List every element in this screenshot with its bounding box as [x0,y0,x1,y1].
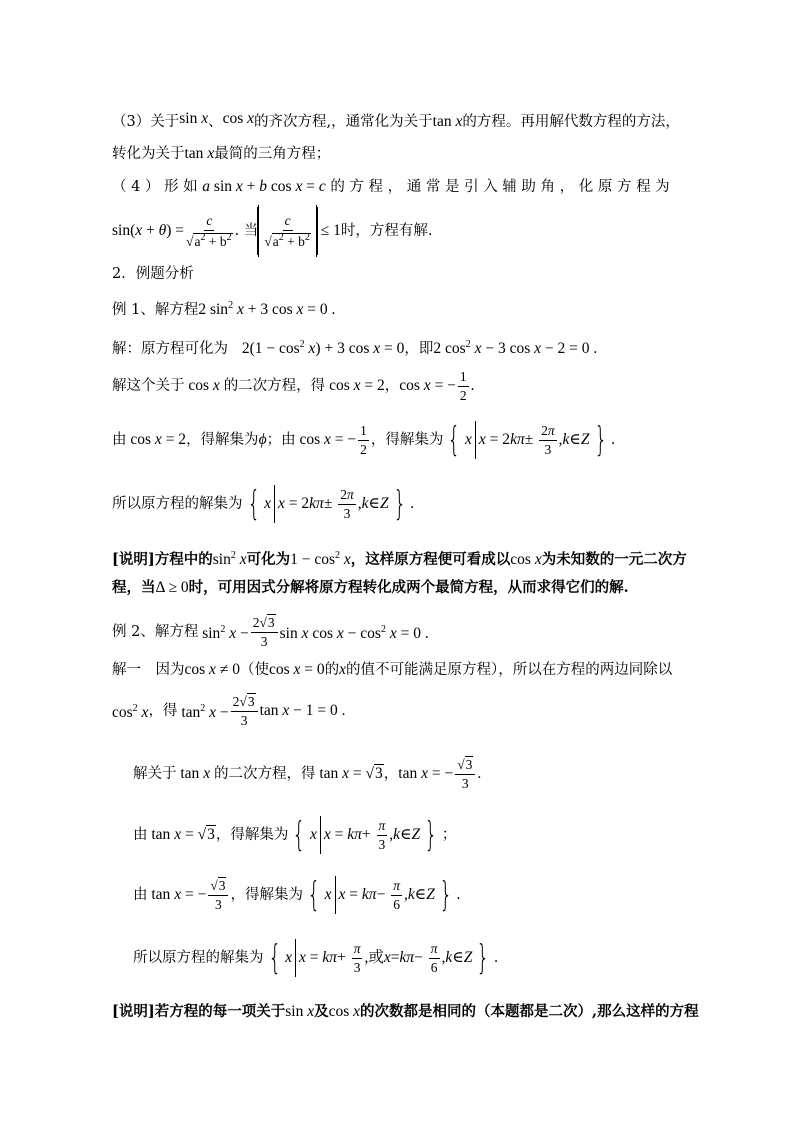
math-ex1: 2 $\sin^2 x + 3$ cos x = 0 . [198,300,336,318]
example-1: 例 1、解方程2 $\sin^2 x + 3$ cos x = 0 . [112,300,336,318]
note-2-line-1: [说明]若方程的每一项关于sin x及cos x的次数都是相同的（本题都是二次）,那么这样的方程 [112,1003,699,1020]
math-asin-bcos: a sin x + b cos x = c [202,178,326,195]
solution-set-final-1: { x x = 2 kπ ± $\frac{2\pi}{3}$ , k ∈ Z } [246,484,406,524]
solution-2-line-3: 解关于 tan x 的二次方程，得 tan x = √3 ， tan x = − $\frac{√3}{3}$ . [133,757,482,791]
paragraph-3-line-2: 转化为关于tan x最简的三角方程； [112,145,331,162]
solution-2-line-4: 由 tan x = √3 ，得解集为 { x x = kπ + $\frac{\pi}{3}$ , k ∈ Z } ； [133,815,457,855]
paragraph-4-line-1: （ 4 ） 形 如 a sin x + b cos x = c 的 方 程 ， 通 常 是 引 入 辅 助 角 ， 化 原 方 程 为 [112,178,670,195]
solution-1-line-3: 由 cos x = 2 ，得解集为 ϕ ；由 cos x = − $\frac{1}{2}$ ，得解集为 { x x = 2 kπ ± $\frac{2\pi}{3}$ , k ∈ Z } . [112,420,616,460]
solution-1-line-2: 解这个关于 cos x 的二次方程，得 cos x = 2 ， cos x = − $\frac{1}{2}$ . [112,369,475,403]
solution-set-1: { x x = 2 kπ ± $\frac{2\pi}{3}$ , k ∈ Z } [447,420,607,460]
solution-set-2a: { x x = kπ + $\frac{\pi}{3}$ , k ∈ Z } [292,815,438,855]
math-sin-x-theta: sin(x + θ) = [112,222,185,239]
math-sinx: sin x [179,110,209,127]
solution-2-line-1: 解一 因为cos x ≠ 0（使cos x = 0的x的值不可能满足原方程），所以在方程的两边同除以 [112,661,673,678]
note-1-line-2: 程，当Δ ≥ 0时，可用因式分解将原方程转化成两个最简方程，从而求得它们的解. [112,579,629,596]
abs-fraction: $\frac{c}{√a^2 + b^2}$ [258,205,317,257]
solution-2-line-5: 由 tan x = − $\frac{√3}{3}$ ，得解集为 { x x = kπ − $\frac{\pi}{6}$ , k ∈ Z } . [133,875,461,915]
solution-set-final-2: { x x = kπ + $\frac{\pi}{3}$ ,或 x = kπ − $\frac{\pi}{6}$ , k ∈ Z } [267,938,490,978]
math-tanx: tan x [184,145,215,162]
math-le-1: ≤ 1 [316,222,341,239]
section-heading: 2．例题分析 [112,266,194,282]
solution-1-conclusion: 所以原方程的解集为 { x x = 2 kπ ± $\frac{2\pi}{3}$ , k ∈ Z } . [112,484,415,524]
fraction-c-over-sqrt: $\frac{c}{√a^2 + b^2}$ [186,213,232,249]
paragraph-3-line-1: （3）关于sin x、cos x的齐次方程,，通常化为关于tan x的方程。再用解代数方程的方法， [112,110,680,130]
paragraph-4-line-2: sin(x + θ) = $\frac{c}{√a^2 + b^2}$ . 当 $\frac{c}{√a^2 + b^2}$ ≤ 1 时，方程有解. [112,206,687,256]
math-cosx: cos x [222,110,255,127]
solution-set-2b: { x x = kπ − $\frac{\pi}{6}$ , k ∈ Z } [307,875,453,915]
math-tanx: tan x [432,113,463,130]
example-2: 例 2、解方程 $\sin^2 x$ − $\frac{2√3}{3}$ sin x $\cos x - \cos^2 x = 0$ . [112,615,429,649]
solution-2-conclusion: 所以原方程的解集为 { x x = kπ + $\frac{\pi}{3}$ ,或 x = kπ − $\frac{\pi}{6}$ , k ∈ Z } . [133,938,498,978]
solution-1-line-1: 解：原方程可化为 $2(1 - \cos^2 x) + 3$ cos x = 0，即2 $\cos^2 x - 3$ cos x − 2 = 0 . [112,339,598,357]
note-1-line-1: [说明]方程中的$\sin^2 x$可化为$1 - \cos^2 x$，这样原方程便可看成以cos x为未知数的一元二次方 [112,550,687,568]
solution-2-line-2: $\cos^2 x$ ，得 $\tan^2 x$ − $\frac{2√3}{3}$ tan x − 1 = 0 . [112,694,346,728]
